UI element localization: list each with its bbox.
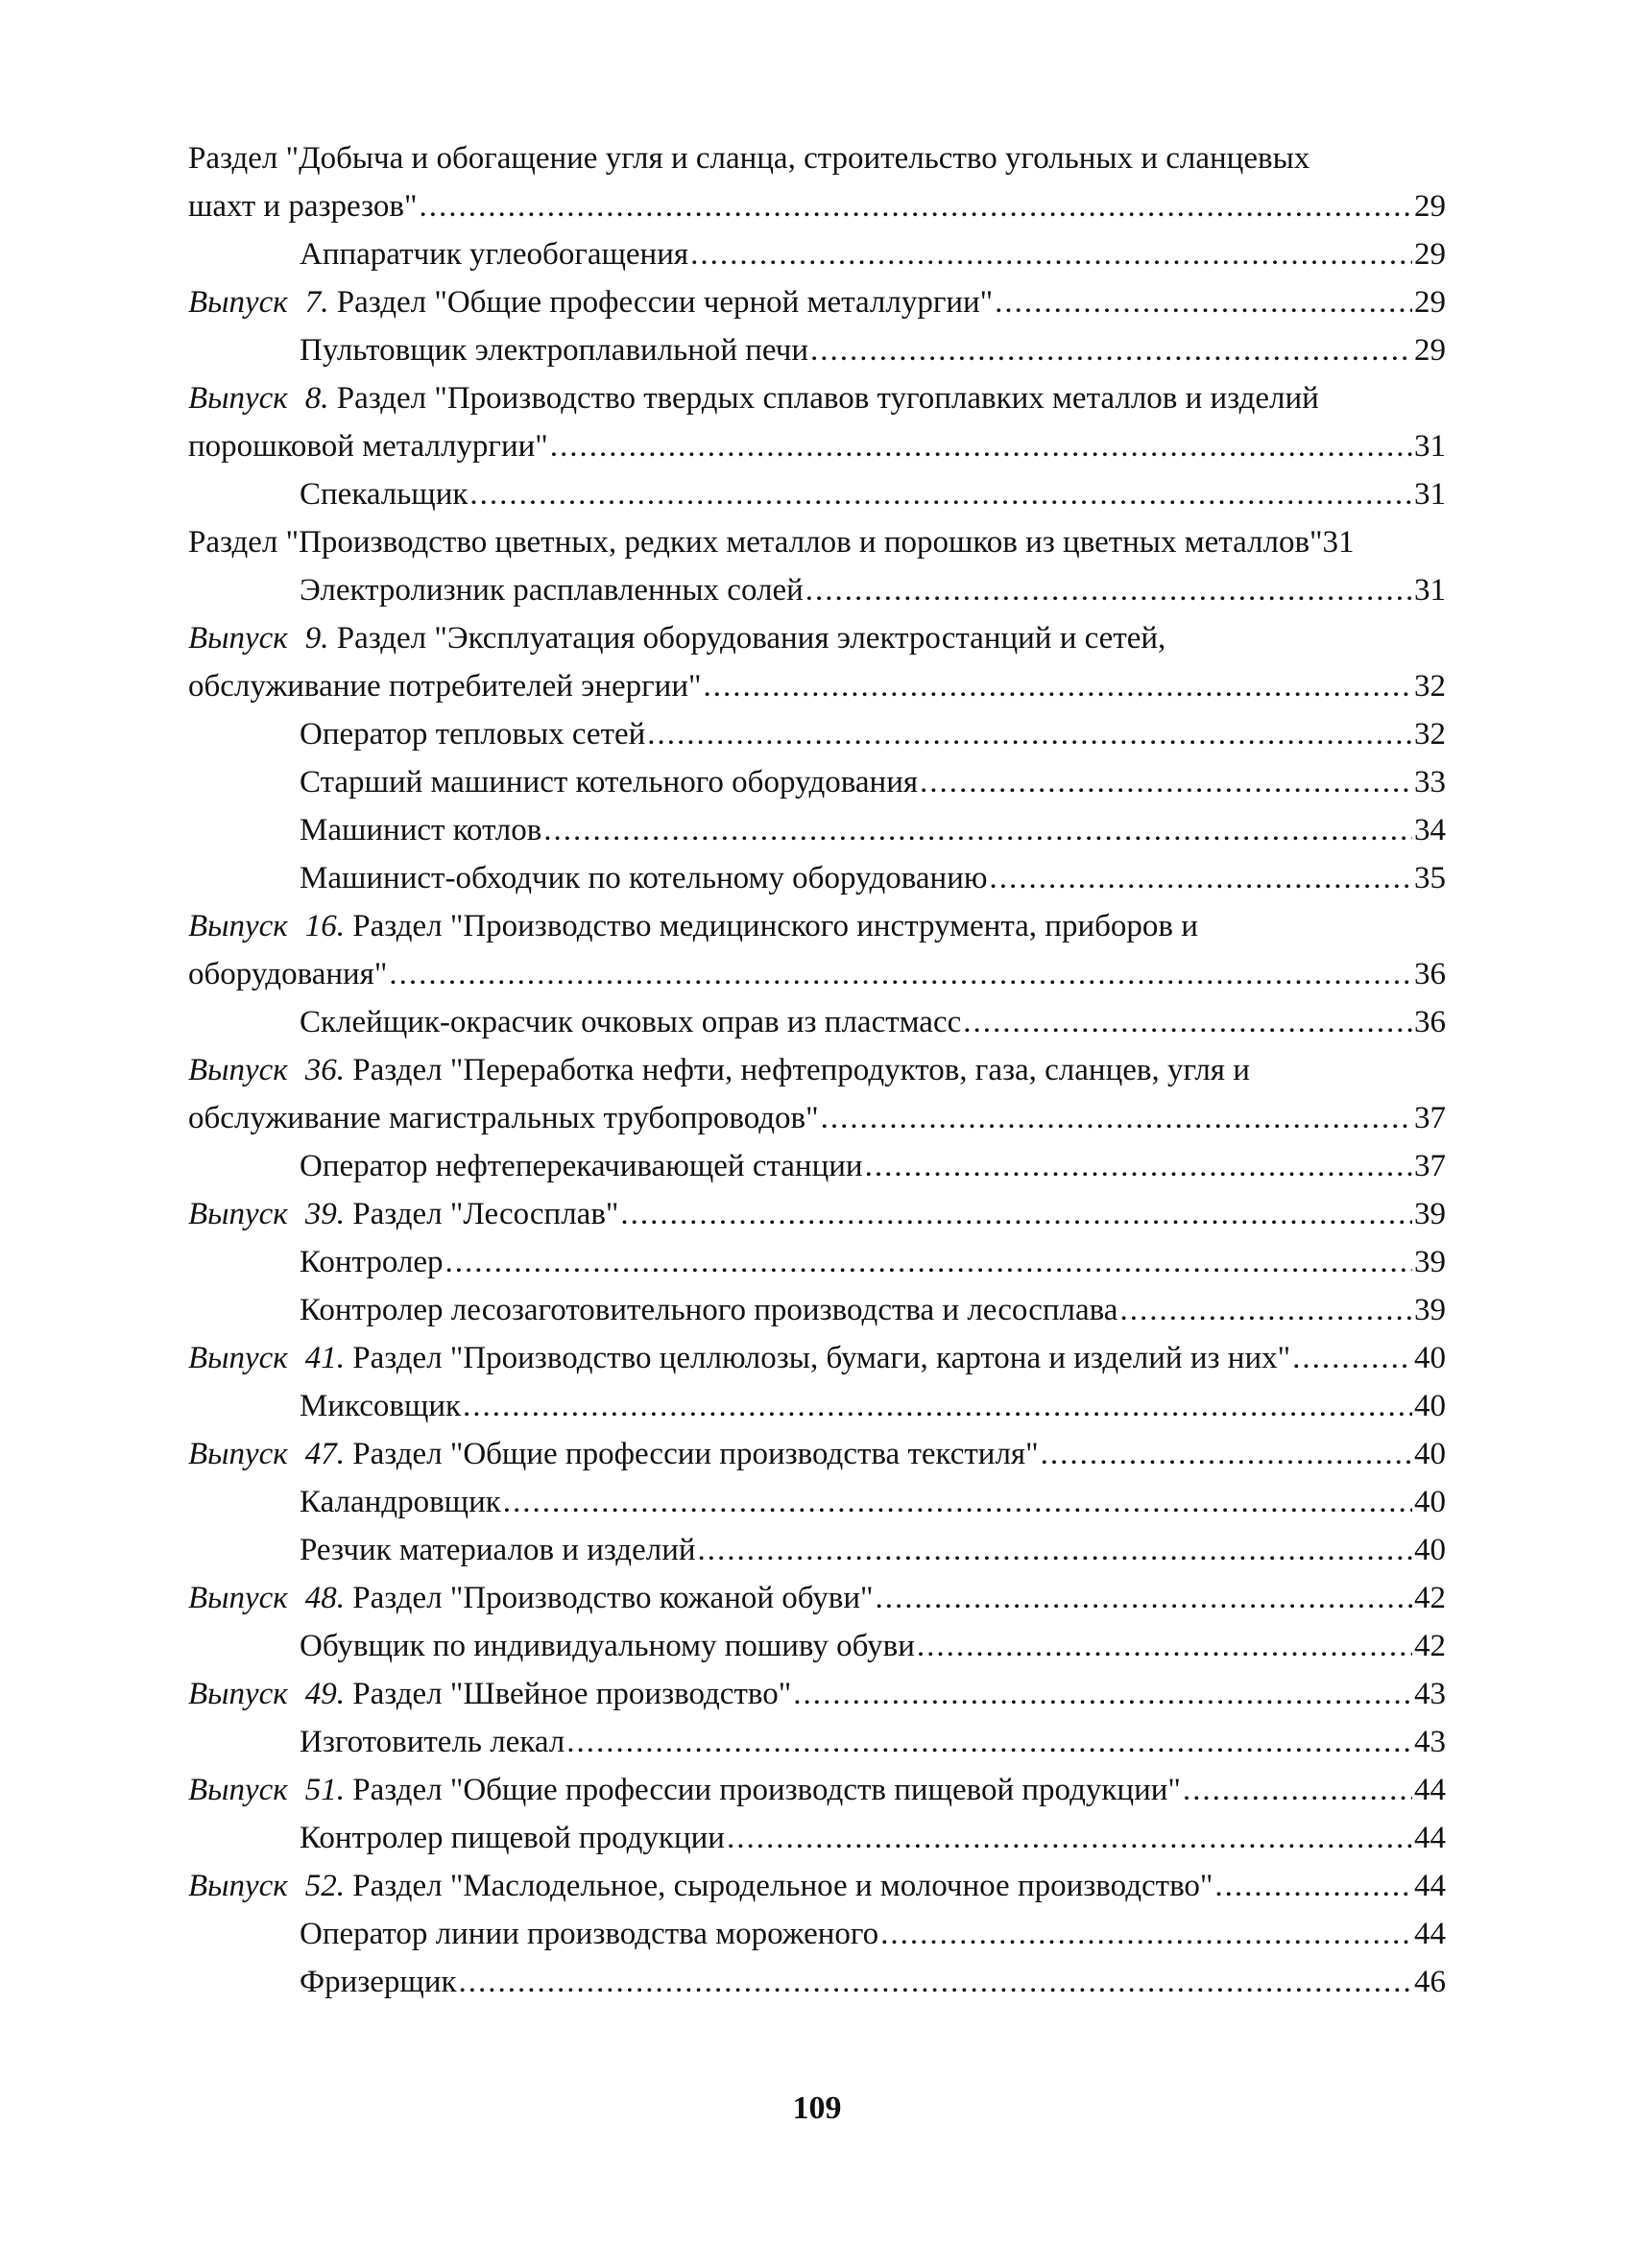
toc-entry	[188, 1190, 1446, 1238]
toc-entry	[188, 902, 1446, 998]
toc-entry-title: Раздел "Швейное производство"	[352, 1677, 792, 1711]
toc-subentry	[188, 998, 1446, 1046]
dot-leader	[917, 1622, 1412, 1670]
toc-entry-title: Раздел "Общие профессии черной металлургии"	[336, 285, 994, 320]
toc-entry-title: Раздел "Производство медицинского инструмента, приборов и	[352, 909, 1198, 943]
dot-leader	[963, 998, 1412, 1046]
toc-entry	[188, 1766, 1446, 1814]
issue-label: Выпуск	[188, 1869, 288, 1903]
toc-entry-title: Раздел "Переработка нефти, нефтепродуктов, газа, сланцев, угля и	[352, 1053, 1250, 1087]
toc-subentry	[188, 710, 1446, 758]
dot-leader	[1119, 1286, 1412, 1334]
dot-leader	[1292, 1334, 1412, 1382]
toc-page-ref: 43	[1414, 1677, 1446, 1711]
toc-subentry	[188, 1910, 1446, 1958]
dot-leader	[647, 710, 1412, 758]
toc-page-ref: 29	[1414, 285, 1446, 320]
toc-subentry	[188, 566, 1446, 614]
toc-entry-title: Спекальщик	[300, 477, 469, 512]
issue-number: 52.	[304, 1869, 345, 1903]
toc-entry-title: Оператор нефтеперекачивающей станции	[300, 1149, 863, 1183]
toc-page-ref: 44	[1414, 1917, 1446, 1951]
toc-entry	[188, 1670, 1446, 1718]
issue-label: Выпуск	[188, 1437, 288, 1471]
toc-page-ref: 40	[1414, 1437, 1446, 1471]
toc-entry-title: Миксовщик	[300, 1389, 462, 1423]
toc-entry	[188, 1862, 1446, 1910]
toc-page-ref: 44	[1414, 1773, 1446, 1807]
issue-number: 49.	[304, 1677, 345, 1711]
toc-entry-title: Раздел "Эксплуатация оборудования электростанций и сетей,	[336, 621, 1166, 656]
issue-number: 8.	[304, 381, 329, 416]
dot-leader	[1214, 1862, 1412, 1910]
issue-number: 36.	[304, 1053, 345, 1087]
dot-leader	[698, 1526, 1412, 1574]
dot-leader	[459, 1958, 1412, 2006]
issue-label: Выпуск	[188, 621, 288, 656]
toc-entry-title: Раздел "Общие профессии производства текстиля"	[352, 1437, 1039, 1471]
toc-subentry	[188, 1238, 1446, 1286]
toc-page-ref: 31	[1322, 525, 1355, 560]
toc-page-ref: 31	[1414, 429, 1446, 464]
toc-entry	[188, 1334, 1446, 1382]
toc-entry-title: Раздел "Лесосплав"	[352, 1197, 619, 1231]
dot-leader	[876, 1574, 1412, 1622]
toc-page-ref: 36	[1414, 1005, 1446, 1039]
dot-leader	[469, 470, 1412, 518]
toc-page-ref: 40	[1414, 1533, 1446, 1567]
toc-subentry	[188, 854, 1446, 902]
toc-page-ref: 37	[1414, 1149, 1446, 1183]
toc-entry	[188, 518, 1446, 566]
toc-subentry	[188, 1382, 1446, 1430]
dot-leader	[543, 806, 1412, 854]
toc-entry	[188, 278, 1446, 326]
toc-page-ref: 29	[1414, 189, 1446, 224]
issue-number: 16.	[304, 909, 345, 943]
dot-leader	[1183, 1766, 1412, 1814]
issue-number: 7.	[304, 285, 329, 320]
toc-entry-title: Машинист-обходчик по котельному оборудованию	[300, 861, 988, 895]
toc-page-ref: 32	[1414, 717, 1446, 752]
toc-subentry	[188, 806, 1446, 854]
toc-entry-title: Контролер	[300, 1245, 444, 1279]
toc-page-ref: 43	[1414, 1725, 1446, 1759]
toc-entry-title: Раздел "Производство целлюлозы, бумаги, картона и изделий из них"	[352, 1341, 1291, 1375]
toc-page-ref: 33	[1414, 765, 1446, 800]
dot-leader	[690, 230, 1412, 278]
toc-subentry	[188, 758, 1446, 806]
issue-label: Выпуск	[188, 1341, 288, 1375]
dot-leader	[880, 1910, 1412, 1958]
toc-entry	[188, 1046, 1446, 1142]
toc-subentry	[188, 470, 1446, 518]
issue-label: Выпуск	[188, 1773, 288, 1807]
dot-leader	[566, 1718, 1412, 1766]
toc-entry	[188, 374, 1446, 470]
issue-number: 51.	[304, 1773, 345, 1807]
dot-leader	[389, 950, 1412, 998]
dot-leader	[463, 1382, 1412, 1430]
toc-subentry	[188, 1286, 1446, 1334]
toc-entry-title: Раздел "Добыча и обогащение угля и сланца, строительство угольных и сланцевых	[188, 141, 1310, 176]
toc-entry-title: Контролер лесозаготовительного производства и лесосплава	[300, 1293, 1118, 1327]
toc-entry-title: Оператор линии производства мороженого	[300, 1917, 879, 1951]
toc-page-ref: 44	[1414, 1821, 1446, 1855]
toc-entry-title: Аппаратчик углеобогащения	[300, 237, 689, 272]
issue-number: 39.	[304, 1197, 345, 1231]
toc-subentry	[188, 1718, 1446, 1766]
dot-leader	[550, 422, 1412, 470]
toc-page-ref: 32	[1414, 669, 1446, 704]
toc-subentry	[188, 1814, 1446, 1862]
issue-label: Выпуск	[188, 909, 288, 943]
toc-page-ref: 39	[1414, 1293, 1446, 1327]
toc-entry-title: Фризерщик	[300, 1965, 457, 1999]
toc-entry	[188, 134, 1446, 230]
toc-page-ref: 46	[1414, 1965, 1446, 1999]
toc-entry-title-cont: порошковой металлургии"	[188, 429, 548, 464]
toc-page-ref: 42	[1414, 1581, 1446, 1615]
issue-label: Выпуск	[188, 1677, 288, 1711]
toc-page-ref: 37	[1414, 1101, 1446, 1135]
dot-leader	[620, 1190, 1412, 1238]
toc-page-ref: 31	[1414, 477, 1446, 512]
toc-page-ref: 39	[1414, 1245, 1446, 1279]
toc-entry-title-cont: оборудования"	[188, 957, 388, 991]
toc-entry-title: Электролизник расплавленных солей	[300, 573, 804, 608]
toc-entry-title-cont: обслуживание потребителей энергии"	[188, 669, 702, 704]
toc-entry-title-cont: обслуживание магистральных трубопроводов"	[188, 1101, 819, 1135]
dot-leader	[865, 1142, 1412, 1190]
toc-subentry	[188, 1958, 1446, 2006]
issue-number: 48.	[304, 1581, 345, 1615]
toc-subentry	[188, 1622, 1446, 1670]
toc-entry-title: Каландровщик	[300, 1485, 501, 1519]
toc-page-ref: 29	[1414, 237, 1446, 272]
toc-subentry	[188, 1478, 1446, 1526]
dot-leader	[419, 182, 1412, 230]
toc-entry-title: Обувщик по индивидуальному пошиву обуви	[300, 1629, 915, 1663]
toc-entry-title: Изготовитель лекал	[300, 1725, 565, 1759]
toc-entry-title: Машинист котлов	[300, 813, 542, 848]
toc-page-ref: 34	[1414, 813, 1446, 848]
dot-leader	[990, 854, 1412, 902]
dot-leader	[445, 1238, 1412, 1286]
toc-subentry	[188, 230, 1446, 278]
issue-label: Выпуск	[188, 1053, 288, 1087]
toc-entry-title: Резчик материалов и изделий	[300, 1533, 696, 1567]
dot-leader	[1041, 1430, 1412, 1478]
toc-subentry	[188, 326, 1446, 374]
toc-page-ref: 35	[1414, 861, 1446, 895]
dot-leader	[810, 326, 1412, 374]
toc-entry-title: Раздел "Производство кожаной обуви"	[352, 1581, 874, 1615]
toc-page-ref: 42	[1414, 1629, 1446, 1663]
dot-leader	[920, 758, 1412, 806]
toc-subentry	[188, 1526, 1446, 1574]
table-of-contents	[188, 134, 1446, 2006]
dot-leader	[995, 278, 1412, 326]
toc-entry	[188, 1574, 1446, 1622]
dot-leader	[793, 1670, 1412, 1718]
issue-number: 41.	[304, 1341, 345, 1375]
toc-page-ref: 31	[1414, 573, 1446, 608]
issue-number: 9.	[304, 621, 329, 656]
toc-entry-title: Раздел "Производство твердых сплавов тугоплавких металлов и изделий	[336, 381, 1319, 416]
dot-leader	[703, 662, 1412, 710]
issue-label: Выпуск	[188, 1197, 288, 1231]
issue-label: Выпуск	[188, 1581, 288, 1615]
dot-leader	[821, 1094, 1412, 1142]
toc-page-ref: 44	[1414, 1869, 1446, 1903]
dot-leader	[727, 1814, 1412, 1862]
dot-leader	[503, 1478, 1412, 1526]
toc-entry-title: Оператор тепловых сетей	[300, 717, 646, 752]
toc-entry	[188, 614, 1446, 710]
toc-entry-title: Старший машинист котельного оборудования	[300, 765, 919, 800]
toc-entry-title-cont: шахт и разрезов"	[188, 189, 418, 224]
toc-page-ref: 36	[1414, 957, 1446, 991]
toc-entry-title: Контролер пищевой продукции	[300, 1821, 725, 1855]
toc-page-ref: 29	[1414, 333, 1446, 368]
toc-entry	[188, 1430, 1446, 1478]
toc-entry-title: Раздел "Производство цветных, редких металлов и порошков из цветных металлов"	[188, 525, 1323, 560]
toc-entry-title: Пультовщик электроплавильной печи	[300, 333, 809, 368]
toc-subentry	[188, 1142, 1446, 1190]
toc-entry-title: Склейщик-окрасчик очковых оправ из пластмасс	[300, 1005, 962, 1039]
page-number: 109	[792, 2090, 842, 2126]
toc-page-ref: 40	[1414, 1389, 1446, 1423]
toc-page-ref: 39	[1414, 1197, 1446, 1231]
issue-label: Выпуск	[188, 285, 288, 320]
toc-page-ref: 40	[1414, 1485, 1446, 1519]
toc-entry-title: Раздел "Общие профессии производств пищевой продукции"	[352, 1773, 1181, 1807]
issue-label: Выпуск	[188, 381, 288, 416]
dot-leader	[805, 566, 1412, 614]
toc-page-ref: 40	[1414, 1341, 1446, 1375]
issue-number: 47.	[304, 1437, 345, 1471]
toc-entry-title: Раздел "Маслодельное, сыродельное и молочное производство"	[352, 1869, 1213, 1903]
